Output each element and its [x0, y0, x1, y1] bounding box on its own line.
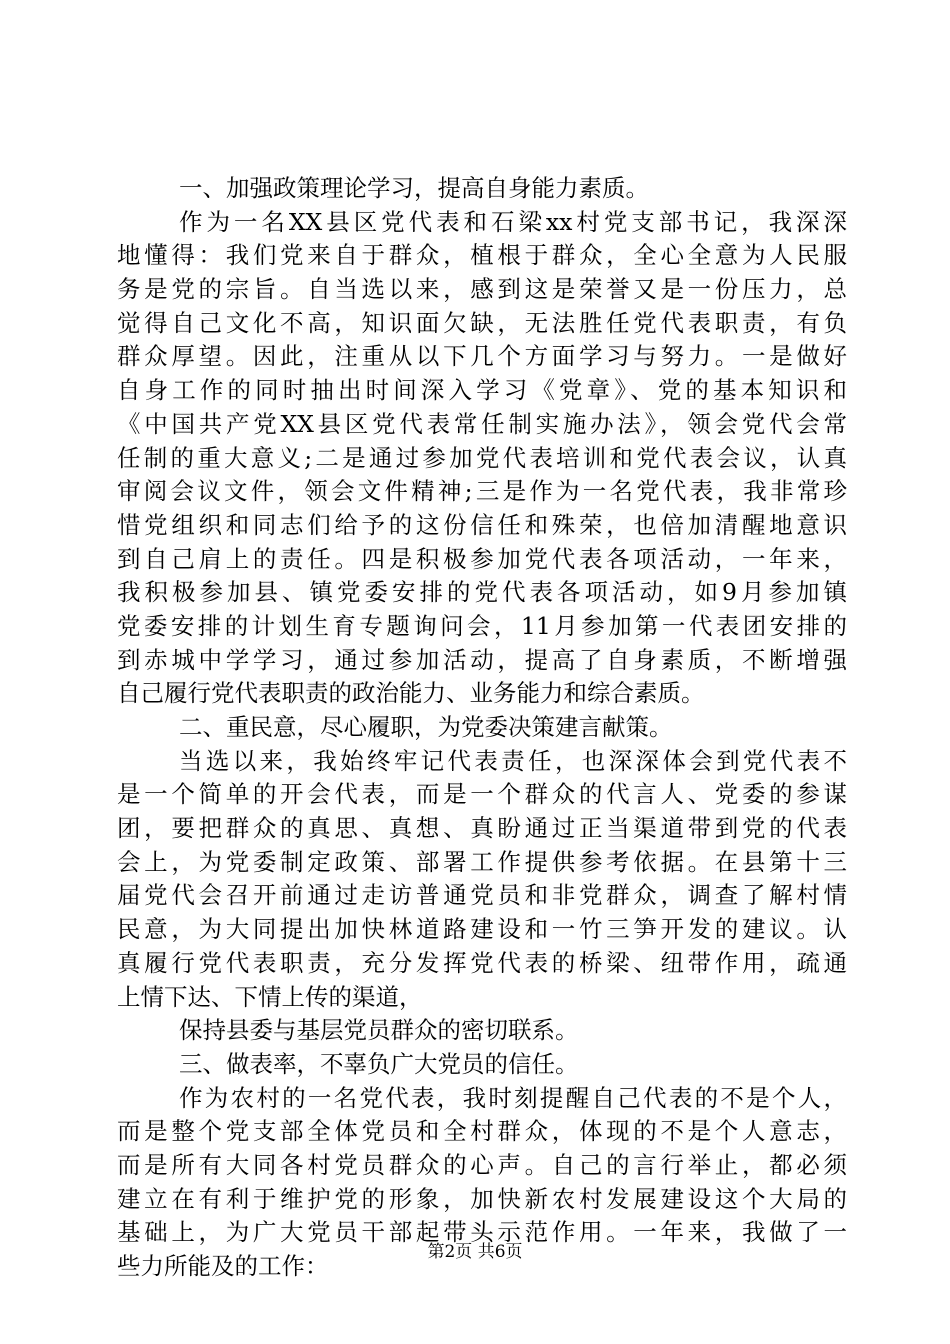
- paragraph-line: 惜党组织和同志们给予的这份信任和殊荣，也倍加清醒地意识: [117, 510, 847, 539]
- page-number-footer: 第2页 共6页: [427, 1242, 523, 1262]
- paragraph-line: 觉得自己文化不高，知识面欠缺，无法胜任党代表职责，有负: [117, 308, 847, 337]
- paragraph-line: 保持县委与基层党员群众的密切联系。: [179, 1016, 579, 1045]
- paragraph-line: 团，要把群众的真思、真想、真盼通过正当渠道带到党的代表: [117, 814, 847, 843]
- paragraph-line: 建立在有利于维护党的形象，加快新农村发展建设这个大局的: [117, 1184, 847, 1213]
- paragraph-line: 基础上，为广大党员干部起带头示范作用。一年来，我做了一: [117, 1218, 847, 1247]
- paragraph-line: 届党代会召开前通过走访普通党员和非党群众，调查了解村情: [117, 881, 847, 910]
- paragraph-line: 党委安排的计划生育专题询问会，11月参加第一代表团安排的: [117, 611, 847, 640]
- paragraph-line: 而是整个党支部全体党员和全村群众，体现的不是个人意志，: [117, 1117, 847, 1146]
- paragraph-line: 到自己肩上的责任。四是积极参加党代表各项活动，一年来，: [117, 544, 847, 573]
- paragraph-line: 到赤城中学学习，通过参加活动，提高了自身素质，不断增强: [117, 645, 847, 674]
- paragraph-line: 是一个简单的开会代表，而是一个群众的代言人、党委的参谋: [117, 780, 847, 809]
- paragraph-line: 真履行党代表职责，充分发挥党代表的桥梁、纽带作用，疏通: [117, 948, 847, 977]
- section-heading-1: 一、加强政策理论学习，提高自身能力素质。: [179, 174, 649, 202]
- paragraph-line: 自己履行党代表职责的政治能力、业务能力和综合素质。: [117, 679, 705, 708]
- paragraph-line: 审阅会议文件，领会文件精神;三是作为一名党代表，我非常珍: [117, 477, 847, 506]
- paragraph-line: 务是党的宗旨。自当选以来，感到这是荣誉又是一份压力，总: [117, 275, 847, 304]
- paragraph-line: 作为一名XX县区党代表和石梁xx村党支部书记，我深深: [179, 207, 847, 236]
- paragraph-line: 群众厚望。因此，注重从以下几个方面学习与努力。一是做好: [117, 342, 847, 371]
- paragraph-line: 民意，为大同提出加快林道路建设和一竹三笋开发的建议。认: [117, 915, 847, 944]
- paragraph-line: 作为农村的一名党代表，我时刻提醒自己代表的不是个人，: [179, 1083, 847, 1112]
- section-heading-2: 二、重民意，尽心履职，为党委决策建言献策。: [179, 713, 673, 741]
- paragraph-line: 当选以来，我始终牢记代表责任，也深深体会到党代表不: [179, 746, 847, 775]
- paragraph-line: 任制的重大意义;二是通过参加党代表培训和党代表会议，认真: [117, 443, 847, 472]
- document-body: [117, 172, 847, 1284]
- paragraph-line: 《中国共产党XX县区党代表常任制实施办法》，领会党代会常: [117, 409, 847, 438]
- paragraph-line: 而是所有大同各村党员群众的心声。自己的言行举止，都必须: [117, 1150, 847, 1179]
- paragraph-line: 些力所能及的工作：: [117, 1252, 329, 1280]
- paragraph-line: 自身工作的同时抽出时间深入学习《党章》、党的基本知识和: [117, 376, 847, 405]
- paragraph-line: 我积极参加县、镇党委安排的党代表各项活动，如9月参加镇: [117, 578, 847, 607]
- paragraph-line: 会上，为党委制定政策、部署工作提供参考依据。在县第十三: [117, 847, 847, 876]
- section-heading-3: 三、做表率，不辜负广大党员的信任。: [179, 1049, 579, 1078]
- paragraph-line: 地懂得：我们党来自于群众，植根于群众，全心全意为人民服: [117, 241, 847, 270]
- paragraph-line: 上情下达、下情上传的渠道，: [117, 982, 423, 1011]
